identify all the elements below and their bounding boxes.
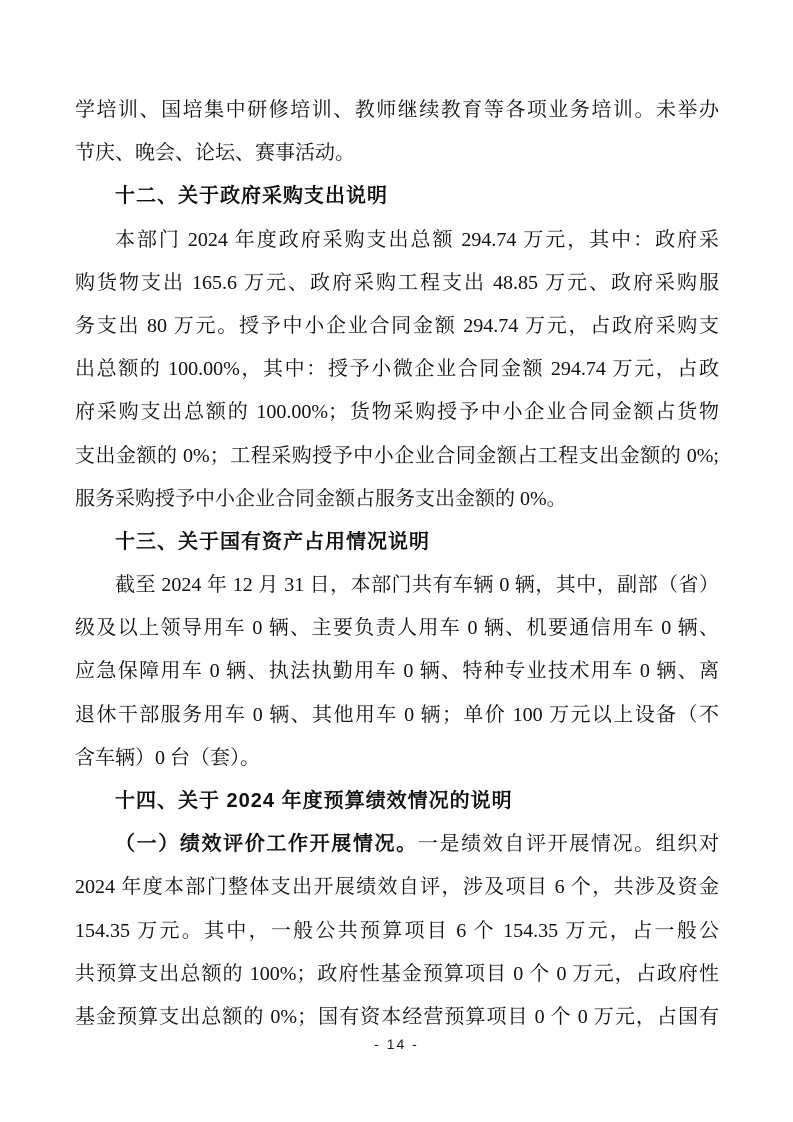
text-line: 154.35 万元。其中，一般公共预算项目 6 个 154.35 万元，占一般公 — [75, 919, 719, 942]
text-line: 应急保障用车 0 辆、执法执勤用车 0 辆、特种专业技术用车 0 辆、离 — [75, 660, 719, 683]
text-line: 出总额的 100.00%，其中：授予小微企业合同金额 294.74 万元，占政 — [75, 358, 719, 381]
text-line: 服务采购授予中小企业合同金额占服务支出金额的 0%。 — [75, 487, 567, 510]
text-line: 退休干部服务用车 0 辆、其他用车 0 辆；单价 100 万元以上设备（不 — [75, 703, 719, 726]
page-number: - 14 - — [374, 1036, 419, 1052]
text-line: 节庆、晚会、论坛、赛事活动。 — [75, 142, 355, 165]
text-line: 级及以上领导用车 0 辆、主要负责人用车 0 辆、机要通信用车 0 辆、 — [75, 617, 719, 640]
text-line: 支出金额的 0%；工程采购授予中小企业合同金额占工程支出金额的 0%; — [75, 444, 719, 467]
text-line: 购货物支出 165.6 万元、政府采购工程支出 48.85 万元、政府采购服 — [75, 271, 719, 294]
text-line: 务支出 80 万元。授予中小企业合同金额 294.74 万元，占政府采购支 — [75, 314, 719, 337]
text-line: 本部门 2024 年度政府采购支出总额 294.74 万元，其中：政府采 — [115, 228, 719, 251]
text-line: 2024 年度本部门整体支出开展绩效自评，涉及项目 6 个，共涉及资金 — [75, 876, 719, 899]
text-line: 府采购支出总额的 100.00%；货物采购授予中小企业合同金额占货物 — [75, 401, 719, 424]
heading-section-13: 十三、关于国有资产占用情况说明 — [115, 530, 430, 553]
text-line: 学培训、国培集中研修培训、教师继续教育等各项业务培训。未举办 — [75, 99, 719, 121]
page-content — [75, 89, 719, 1039]
text-line: 共预算支出总额的 100%；政府性基金预算项目 0 个 0 万元，占政府性 — [75, 962, 719, 985]
text-line: 含车辆）0 台（套）。 — [75, 746, 260, 769]
text-line — [75, 823, 719, 866]
heading-section-12: 十二、关于政府采购支出说明 — [115, 185, 388, 208]
heading-section-14: 十四、关于 2024 年度预算绩效情况的说明 — [115, 790, 513, 812]
subheading-performance-evaluation: （一）绩效评价工作开展情况。 — [115, 833, 418, 856]
text-line: 基金预算支出总额的 0%；国有资本经营预算项目 0 个 0 万元，占国有 — [75, 1005, 719, 1028]
text-line: 截至 2024 年 12 月 31 日，本部门共有车辆 0 辆，其中，副部（省） — [115, 574, 719, 597]
text-run: 一是绩效自评开展情况。组织对 — [417, 833, 719, 856]
